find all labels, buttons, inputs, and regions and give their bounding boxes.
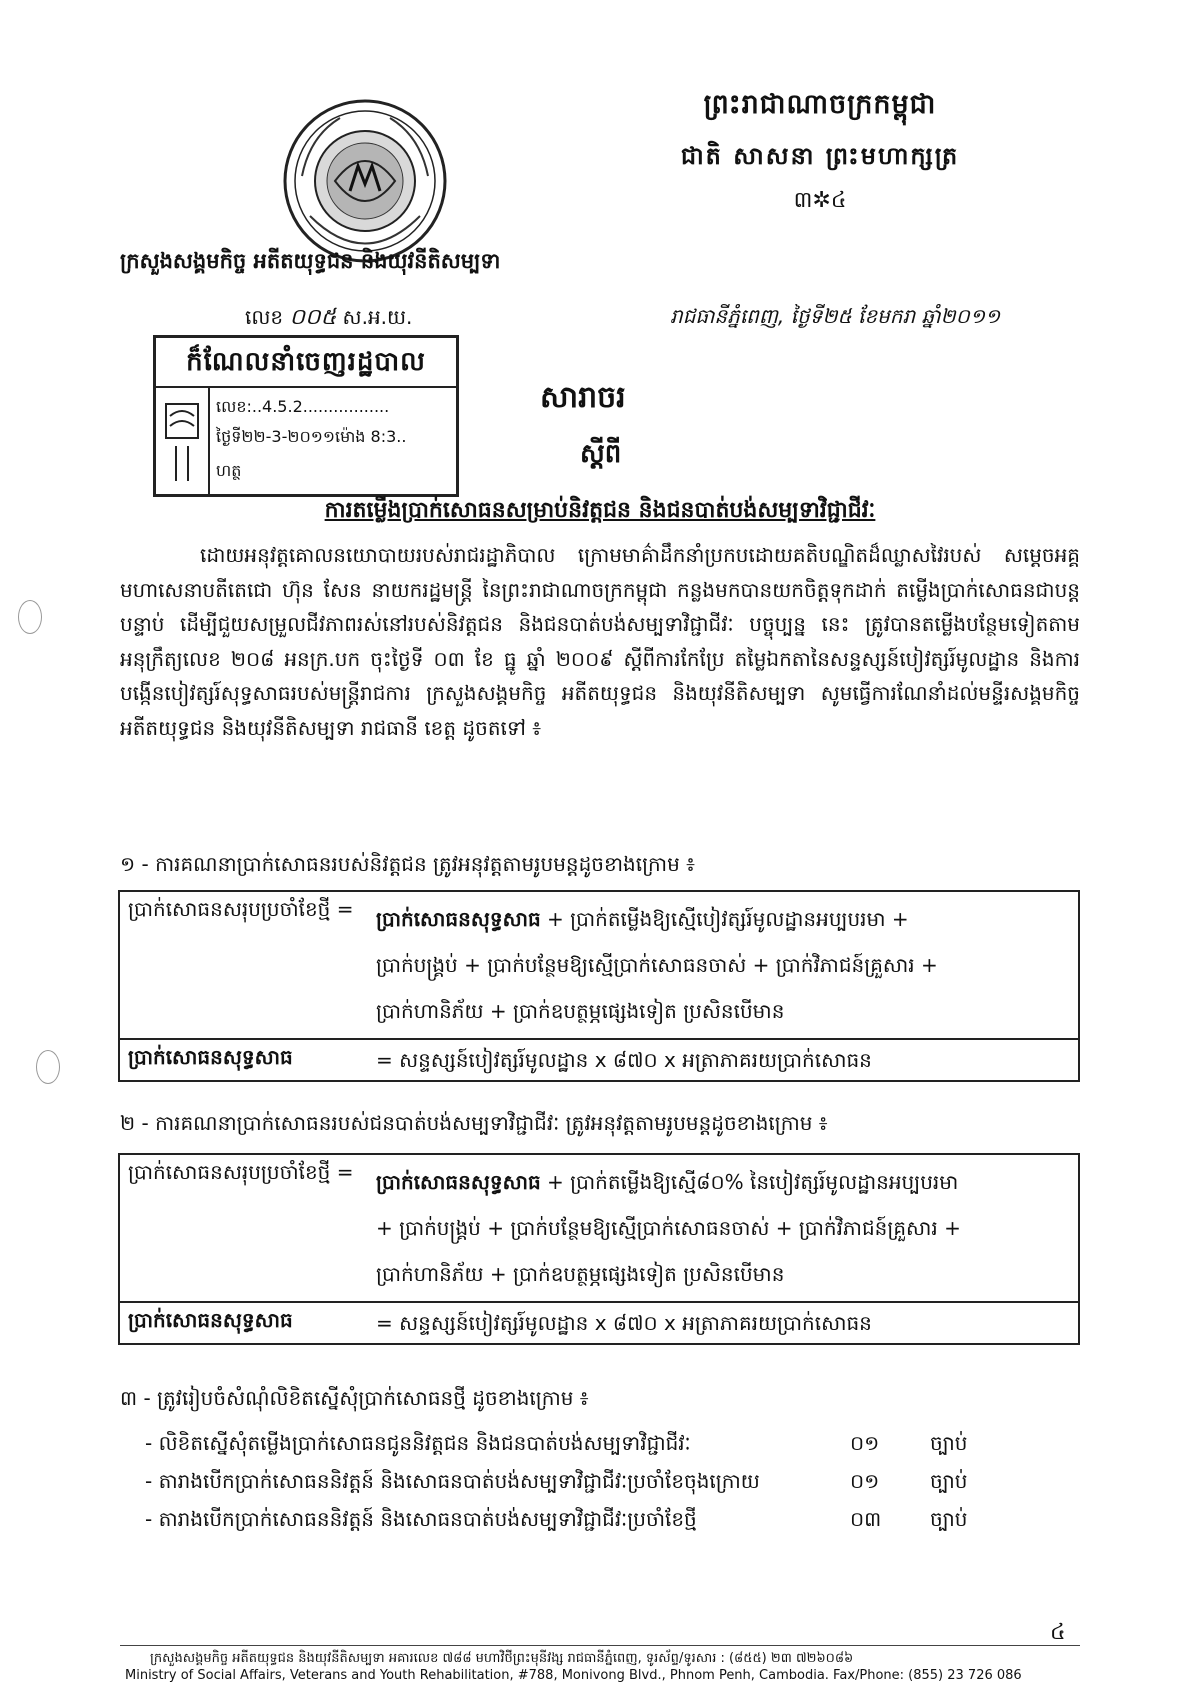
document-about: ស្តីពី	[580, 439, 622, 469]
ref-prefix: លេខ	[245, 305, 284, 329]
nation-motto: ជាតិ សាសនា ព្រះមហាក្សត្រ	[680, 141, 960, 170]
list-item	[145, 1430, 1025, 1468]
footer-english: Ministry of Social Affairs, Veterans and Youth Rehabilitation, #788, Monivong Blvd., Phnom Penh, Cambodia. Fax/Phone: (855) 23 726 086	[125, 1668, 1022, 1683]
document-list	[145, 1430, 1025, 1544]
section2-net-label: ប្រាក់សោធនសុទ្ធសាធ	[119, 1302, 368, 1344]
section1-formula-table	[118, 890, 1080, 1082]
punch-hole-icon	[36, 1050, 60, 1084]
list-item	[145, 1506, 1025, 1544]
section2-net-formula: = សន្ទស្សន៍បៀវត្សរ៍មូលដ្ឋាន x ៨៧០ x អត្រាភាគរយប្រាក់សោធន	[368, 1302, 1079, 1344]
list-item	[145, 1468, 1025, 1506]
page-number: ៤	[1050, 1620, 1066, 1645]
list-item-qty: ០១	[850, 1431, 880, 1455]
ref-suffix: ស.អ.យ.	[342, 305, 413, 329]
list-item-qty: ០១	[850, 1469, 880, 1493]
section1-heading: ១ - ការគណនាប្រាក់សោធនរបស់និវត្តជន ត្រូវអនុវត្តតាមរូបមន្តដូចខាងក្រោម ៖	[120, 852, 695, 876]
ministry-name: ក្រសួងសង្គមកិច្ច អតីតយុទ្ធជន និងយុវនីតិសម្បទា	[120, 248, 501, 273]
reference-number	[245, 303, 412, 335]
stamp-signature: ហត្ថ	[216, 461, 242, 480]
footer-khmer: ក្រសួងសង្គមកិច្ច អតីតយុទ្ធជន និងយុវនីតិសម្បទា អគារលេខ ៧៨៨ មហាវិថីព្រះមុនីវង្ស រាជធានីភ្នំពេញ, ទូរស័ព្ទ/ទូរសារ : (៨៥៥) ២៣ ៧២៦០៨៦	[150, 1651, 854, 1666]
list-item-unit: ច្បាប់	[930, 1469, 968, 1493]
stamp-emblem-icon	[156, 386, 210, 494]
kingdom-title: ព្រះរាជាណាចក្រកម្ពុជា	[703, 89, 937, 120]
section2-total-label: ប្រាក់សោធនសរុបប្រចាំខែថ្មី =	[119, 1154, 368, 1302]
section2-formula-table	[118, 1153, 1080, 1345]
section2-total-formula	[368, 1154, 1079, 1302]
date-line: រាជធានីភ្នំពេញ, ថ្ងៃទី២៥ ខែមករា ឆ្នាំ២០១១	[670, 304, 1001, 328]
list-item-text: - តារាងបើកប្រាក់សោធននិវត្តន៍ និងសោធនបាត់បង់សម្បទាវិជ្ជាជីវៈប្រចាំខែចុងក្រោយ	[145, 1469, 760, 1493]
document-subject: ការតម្លើងប្រាក់សោធនសម្រាប់និវត្តជន និងជនបាត់បង់សម្បទាវិជ្ជាជីវៈ	[324, 497, 876, 523]
ref-number: ០០៥	[289, 305, 337, 330]
section1-line2: ប្រាក់បង្គ្រប់ + ប្រាក់បន្ថែមឱ្យស្មើប្រាក់សោធនចាស់ + ប្រាក់វិភាជន៍គ្រួសារ +	[376, 953, 938, 977]
section1-net-label: ប្រាក់សោធនសុទ្ធសាធ	[119, 1039, 368, 1081]
document-title: សារាចរ	[540, 380, 626, 415]
list-item-unit: ច្បាប់	[930, 1507, 968, 1531]
section2-line3: ប្រាក់ហានិភ័យ + ប្រាក់ឧបត្ថម្ភផ្សេងទៀត ប្រសិនបើមាន	[376, 1262, 785, 1286]
stamp-date: ថ្ងៃទី២២-3-២០១១ម៉ោង 8:3..	[216, 427, 407, 446]
section2-heading: ២ - ការគណនាប្រាក់សោធនរបស់ជនបាត់បង់សម្បទាវិជ្ជាជីវៈ ត្រូវអនុវត្តតាមរូបមន្តដូចខាងក្រោម ៖	[120, 1111, 828, 1135]
list-item-unit: ច្បាប់	[930, 1431, 968, 1455]
stamp-title: ក៏ណែលនាំចេញរដ្ឋបាល	[156, 338, 456, 388]
list-item-qty: ០៣	[850, 1507, 882, 1531]
section1-net-term: ប្រាក់សោធនសុទ្ធសាធ	[376, 907, 541, 931]
receipt-stamp	[153, 335, 459, 497]
intro-paragraph: ដោយអនុវត្តគោលនយោបាយរបស់រាជរដ្ឋាភិបាល ក្រោមមាគ៌ាដឹកនាំប្រកបដោយគតិបណ្ឌិតដ៏ឈ្លាសវៃរបស់ សម្តេចអគ្គមហាសេនាបតីតេជោ ហ៊ុន សែន នាយករដ្ឋមន្ត្រី នៃព្រះរាជាណាចក្រកម្ពុជា កន្លងមកបានយកចិត្តទុកដាក់ តម្លើងប្រាក់សោធនជាបន្តបន្ទាប់ ដើម្បីជួយសម្រួលជីវភាពរស់នៅរបស់និវត្តជន និងជនបាត់បង់សម្បទាវិជ្ជាជីវៈ បច្ចុប្បន្ន នេះ ត្រូវបានតម្លើងបន្ថែមទៀតតាមអនុក្រឹត្យលេខ ២០៨ អនក្រ.បក ចុះថ្ងៃទី ០៣ ខែ ធ្នូ ឆ្នាំ ២០០៩ ស្តីពីការកែប្រែ តម្លៃឯកតានៃសន្ទស្សន៍បៀវត្សរ៍មូលដ្ឋាន និងការបង្កើនបៀវត្សរ៍សុទ្ធសាធរបស់មន្ត្រីរាជការ ក្រសួងសង្គមកិច្ច អតីតយុទ្ធជន និងយុវនីតិសម្បទា សូមធ្វើការណែនាំដល់មន្ទីរសង្គមកិច្ច អតីតយុទ្ធជន និងយុវនីតិសម្បទា រាជធានី ខេត្ត ដូចតទៅ ៖	[120, 543, 1080, 740]
section2-line1: + ប្រាក់តម្លើងឱ្យស្មើ៨០% នៃបៀវត្សរ៍មូលដ្ឋានអប្បបរមា	[540, 1170, 959, 1194]
footer-divider	[120, 1645, 1080, 1646]
kingdom-header	[640, 88, 1000, 218]
section3-heading: ៣ - ត្រូវរៀបចំសំណុំលិខិតស្នើសុំប្រាក់សោធនថ្មី ដូចខាងក្រោម ៖	[120, 1386, 589, 1410]
section1-line3: ប្រាក់ហានិភ័យ + ប្រាក់ឧបត្ថម្ភផ្សេងទៀត ប្រសិនបើមាន	[376, 999, 785, 1023]
stamp-number: លេខ:..4.5.2.................	[216, 397, 390, 416]
section2-line2: + ប្រាក់បង្គ្រប់ + ប្រាក់បន្ថែមឱ្យស្មើប្រាក់សោធនចាស់ + ប្រាក់វិភាជន៍គ្រួសារ +	[376, 1216, 961, 1240]
section1-total-label: ប្រាក់សោធនសរុបប្រចាំខែថ្មី =	[119, 891, 368, 1039]
section1-net-formula: = សន្ទស្សន៍បៀវត្សរ៍មូលដ្ឋាន x ៨៧០ x អត្រាភាគរយប្រាក់សោធន	[368, 1039, 1079, 1081]
ministry-seal-icon	[280, 96, 450, 266]
list-item-text: - តារាងបើកប្រាក់សោធននិវត្តន៍ និងសោធនបាត់បង់សម្បទាវិជ្ជាជីវៈប្រចាំខែថ្មី	[145, 1507, 697, 1531]
section1-line1: + ប្រាក់តម្លើងឱ្យស្មើបៀវត្សរ៍មូលដ្ឋានអប្បបរមា +	[540, 907, 909, 931]
ornament: ៣✲៤	[793, 188, 847, 213]
punch-hole-icon	[18, 600, 42, 634]
section1-total-formula	[368, 891, 1079, 1039]
list-item-text: - លិខិតស្នើសុំតម្លើងប្រាក់សោធនជូននិវត្តជន និងជនបាត់បង់សម្បទាវិជ្ជាជីវៈ	[145, 1431, 691, 1455]
section2-net-term: ប្រាក់សោធនសុទ្ធសាធ	[376, 1170, 541, 1194]
